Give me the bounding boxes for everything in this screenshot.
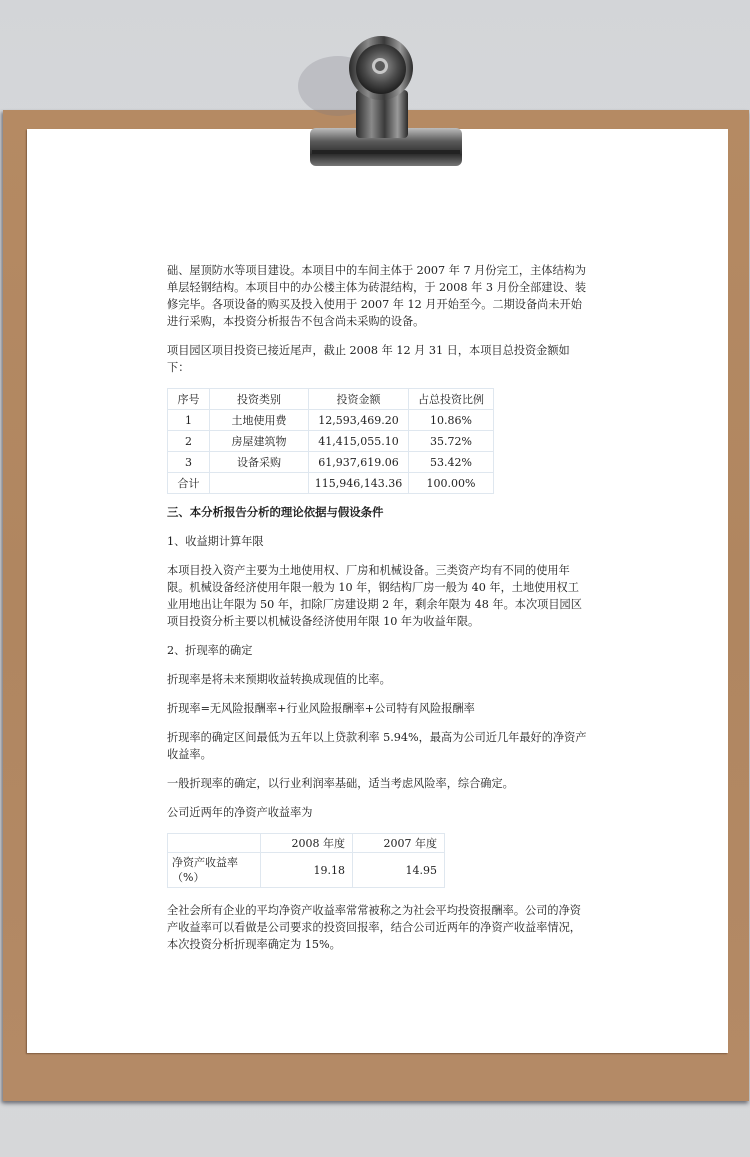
table-row: [168, 431, 494, 452]
table-cell: 14.95: [353, 853, 445, 888]
table-total-row: [168, 473, 494, 494]
table-cell: 房屋建筑物: [210, 431, 309, 452]
table-cell: [210, 473, 309, 494]
table-cell: 115,946,143.36: [309, 473, 409, 494]
formula: 折现率=无风险报酬率+行业风险报酬率+公司特有风险报酬率: [167, 702, 475, 715]
paragraph: 本项目投入资产主要为土地使用权、厂房和机械设备。三类资产均有不同的使用年限。机械设备经济使用年限一般为 10 年，钢结构厂房一般为 40 年，土地使用权工业用地出让年限为 50 年，扣除厂房建设期 2 年，剩余年限为 48 年。本次项目园区项目投资分析主要以机械设备经济使用年限 10 年为收益年限。: [167, 564, 582, 628]
paragraph: 础、屋顶防水等项目建设。本项目中的车间主体于 2007 年 7 月份完工，主体结构为单层轻钢结构。本项目中的办公楼主体为砖混结构，于 2008 年 3 月份全部建设、装修完毕。各项设备的购买及投入使用于 2007 年 12 月开始至今。二期设备尚未开始进行采购，本投资分析报告不包含尚未采购的设备。: [167, 264, 587, 328]
paragraph: 折现率是将未来预期收益转换成现值的比率。: [167, 673, 391, 686]
table-cell: 3: [168, 452, 210, 473]
row-label: 净资产收益率（%）: [168, 853, 261, 888]
table-cell: 1: [168, 410, 210, 431]
paragraph: 全社会所有企业的平均净资产收益率常常被称之为社会平均投资报酬率。公司的净资产收益率可以看做是公司要求的投资回报率，结合公司近两年的净资产收益率情况，本次投资分析折现率确定为 15%。: [167, 904, 581, 951]
header-cell: 占总投资比例: [409, 389, 494, 410]
header-cell: [168, 834, 261, 853]
header-cell: 序号: [168, 389, 210, 410]
table-cell: 土地使用费: [210, 410, 309, 431]
paragraph: 项目园区项目投资已接近尾声，截止 2008 年 12 月 31 日，本项目总投资金额如下：: [167, 344, 570, 374]
table-row: [168, 853, 445, 888]
binder-clip-icon: [298, 26, 463, 171]
header-cell: 2008 年度: [261, 834, 353, 853]
subsection-heading: 2、折现率的确定: [167, 644, 253, 657]
subsection-heading: 1、收益期计算年限: [167, 535, 264, 548]
table-header-row: [168, 834, 445, 853]
paragraph: 一般折现率的确定，以行业利润率基础，适当考虑风险率，综合确定。: [167, 777, 514, 790]
paragraph: 公司近两年的净资产收益率为: [167, 806, 313, 819]
section-heading: 三、本分析报告分析的理论依据与假设条件: [167, 505, 384, 519]
table-cell: 合计: [168, 473, 210, 494]
table-cell: 设备采购: [210, 452, 309, 473]
table-cell: 41,415,055.10: [309, 431, 409, 452]
document-body: [167, 262, 587, 965]
header-cell: 投资金额: [309, 389, 409, 410]
header-cell: 投资类别: [210, 389, 309, 410]
table-cell: 10.86%: [409, 410, 494, 431]
table-row: [168, 410, 494, 431]
table-cell: 12,593,469.20: [309, 410, 409, 431]
investment-table: [167, 388, 494, 494]
roe-table: [167, 833, 445, 888]
table-row: [168, 452, 494, 473]
table-header-row: [168, 389, 494, 410]
paragraph: 折现率的确定区间最低为五年以上贷款利率 5.94%，最高为公司近几年最好的净资产收益率。: [167, 731, 587, 761]
table-cell: 19.18: [261, 853, 353, 888]
table-cell: 35.72%: [409, 431, 494, 452]
table-cell: 53.42%: [409, 452, 494, 473]
table-cell: 100.00%: [409, 473, 494, 494]
table-cell: 61,937,619.06: [309, 452, 409, 473]
table-cell: 2: [168, 431, 210, 452]
header-cell: 2007 年度: [353, 834, 445, 853]
